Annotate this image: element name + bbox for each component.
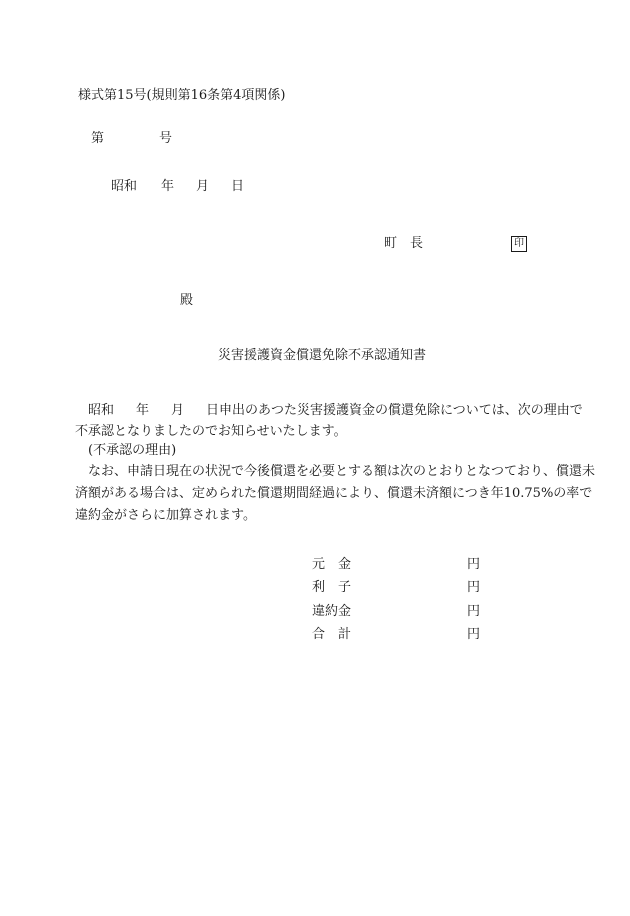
amount-label: 違約金 (312, 604, 352, 619)
amount-unit: 円 (467, 557, 481, 572)
number-suffix: 号 (159, 131, 173, 146)
amount-label: 合 計 (312, 627, 352, 642)
body-line-6: 違約金がさらに加算されます。 (75, 508, 256, 523)
amount-unit: 円 (467, 627, 481, 642)
body-date-month: 月 (171, 403, 185, 418)
date-day: 日 (231, 179, 245, 194)
date-year: 年 (161, 179, 175, 194)
number-prefix: 第 (91, 131, 105, 146)
amount-label: 利 子 (312, 580, 352, 595)
reason-heading: (不承認の理由) (88, 443, 177, 458)
document-title: 災害援護資金償還免除不承認通知書 (218, 348, 427, 363)
form-header: 様式第15号(規則第16条第4項関係) (78, 88, 286, 103)
amount-unit: 円 (467, 604, 481, 619)
body-date-year: 年 (136, 403, 150, 418)
body-line-1-rest: 日申出のあつた災害援護資金の償還免除については、次の理由で (206, 403, 583, 418)
body-line-4: なお、申請日現在の状況で今後償還を必要とする額は次のとおりとなつており、償還未 (88, 464, 596, 479)
body-line-2: 不承認となりましたのでお知らせいたします。 (75, 424, 347, 439)
amount-unit: 円 (467, 580, 481, 595)
addressee-suffix: 殿 (180, 293, 194, 308)
date-era: 昭和 (111, 179, 138, 194)
body-line-5: 済額がある場合は、定められた償還期間経過により、償還未済額につき年10.75%の率で (75, 486, 593, 501)
date-month: 月 (196, 179, 210, 194)
body-date-era: 昭和 (88, 403, 115, 418)
issuer-title: 町 長 (384, 236, 424, 251)
amount-label: 元 金 (312, 557, 352, 572)
seal-mark: 印 (511, 236, 527, 252)
